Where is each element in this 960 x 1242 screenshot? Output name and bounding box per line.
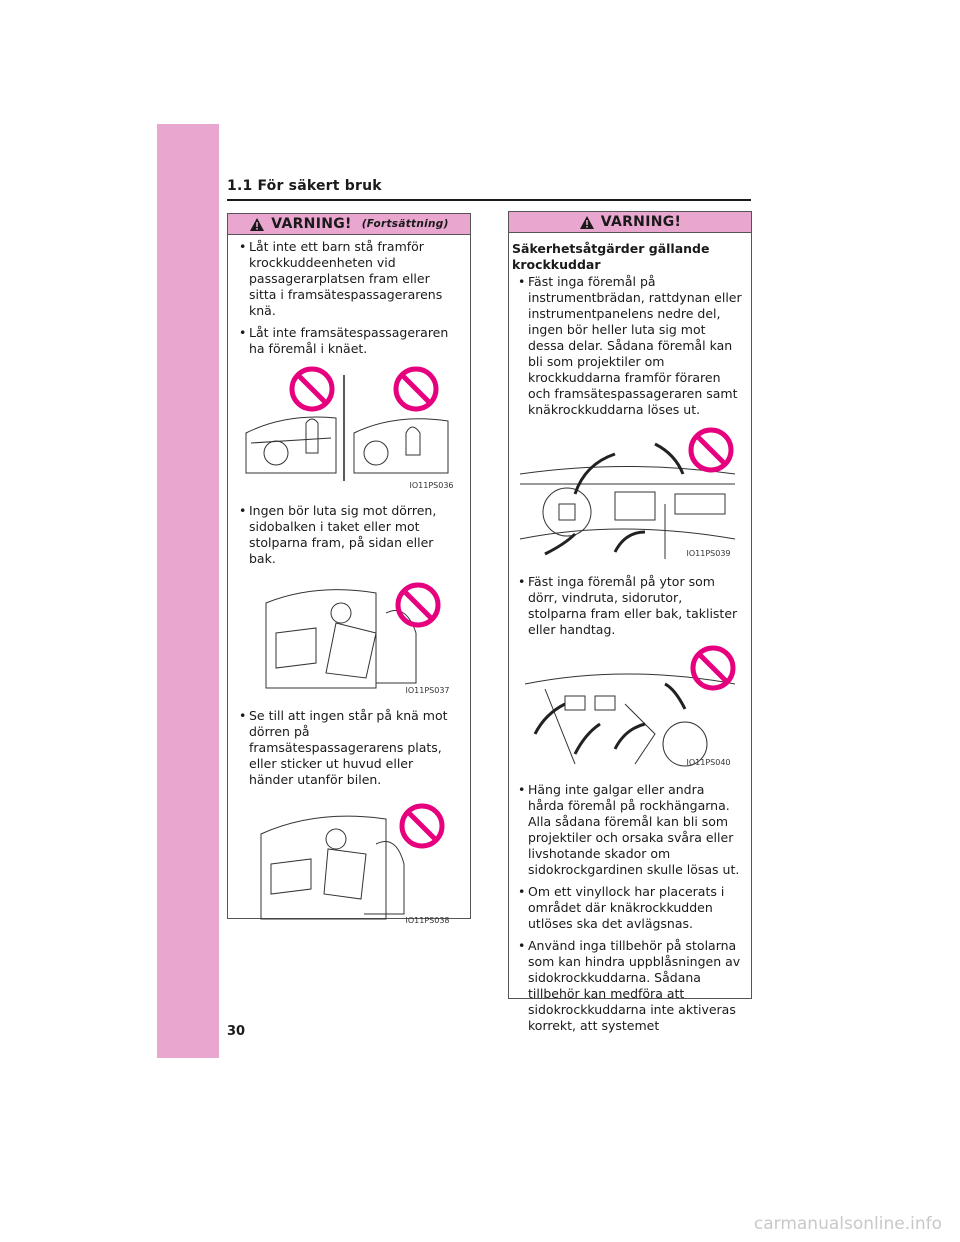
- warning-item: • Häng inte galgar eller andra hårda föremål på rockhängarna. Alla sådana föremål kan bli som projektiler och orsaka svåra eller livshotande skador om sidokrockgardinen skulle lösas ut.: [512, 782, 743, 878]
- figure-code: IO11PS036: [409, 481, 454, 490]
- warning-triangle-icon: [579, 215, 595, 230]
- warning-item: • Fäst inga föremål på ytor som dörr, vindruta, sidorutor, stolparna fram eller bak, taklister eller handtag.: [512, 574, 743, 638]
- section-title: 1.1 För säkert bruk: [227, 178, 382, 194]
- warning-header: [509, 212, 751, 233]
- warning-item: • Ingen bör luta sig mot dörren, sidobalken i taket eller mot stolparna fram, på sidan eller bak.: [233, 503, 460, 567]
- prohibition-icon: [292, 369, 332, 409]
- page-number: 30: [227, 1024, 246, 1039]
- warning-item: • Låt inte ett barn stå framför krockkuddeenheten vid passagerarplatsen fram eller sitta i framsätespassagerarens knä.: [233, 239, 460, 319]
- figure-child-standing: [236, 363, 458, 493]
- prohibition-icon: [691, 430, 731, 470]
- warning-triangle-icon: [249, 217, 265, 232]
- warning-item: • Om ett vinyllock har placerats i området där knäkrockkudden utlöses ska det avlägsnas.: [512, 884, 743, 932]
- warning-subheading: Säkerhetsåtgärder gällande krockkuddar: [512, 241, 710, 272]
- warning-item: • Fäst inga föremål på instrumentbrädan, rattdynan eller instrumentpanelens nedre del, ingen bör heller luta sig mot dessa delar. Sådana föremål kan bli som projektiler om krockkuddarna framför föraren och framsätespassageraren samt knäkrockkuddarna löses ut.: [512, 274, 743, 418]
- warning-box-left: [227, 213, 471, 925]
- figure-code: IO11PS038: [405, 916, 450, 925]
- prohibition-icon: [398, 585, 438, 625]
- section-rule: [227, 199, 751, 201]
- figure-code: IO11PS037: [405, 686, 450, 695]
- prohibition-icon: [402, 806, 442, 846]
- watermark: carmanualsonline.info: [753, 1214, 942, 1234]
- prohibition-icon: [396, 369, 436, 409]
- figure-code: IO11PS040: [686, 758, 731, 767]
- figure-kneeling-seat: [236, 794, 458, 929]
- page-color-strip: [157, 124, 219, 1058]
- figure-dashboard-airbags: [515, 424, 741, 564]
- warning-item: • Använd inga tillbehör på stolarna som kan hindra uppblåsningen av sidokrockkuddarna. Sådana tillbehör kan medföra att sidokrockkuddarna inte aktiveras korrekt, att systemet: [512, 938, 743, 1034]
- warning-title: VARNING!: [271, 216, 352, 232]
- warning-subtitle: (Fortsättning): [361, 218, 449, 230]
- warning-header: [228, 214, 470, 235]
- warning-title: VARNING!: [600, 214, 682, 230]
- warning-item: • Låt inte framsätespassageraren ha föremål i knäet.: [233, 325, 460, 357]
- figure-code: IO11PS039: [686, 549, 731, 558]
- figure-leaning-door: [236, 573, 458, 698]
- figure-interior-surfaces: [515, 644, 741, 772]
- warning-item: • Se till att ingen står på knä mot dörren på framsätespassagerarens plats, eller sticker ut huvud eller händer utanför bilen.: [233, 708, 460, 788]
- warning-box-right: [508, 211, 752, 1033]
- prohibition-icon: [693, 648, 733, 688]
